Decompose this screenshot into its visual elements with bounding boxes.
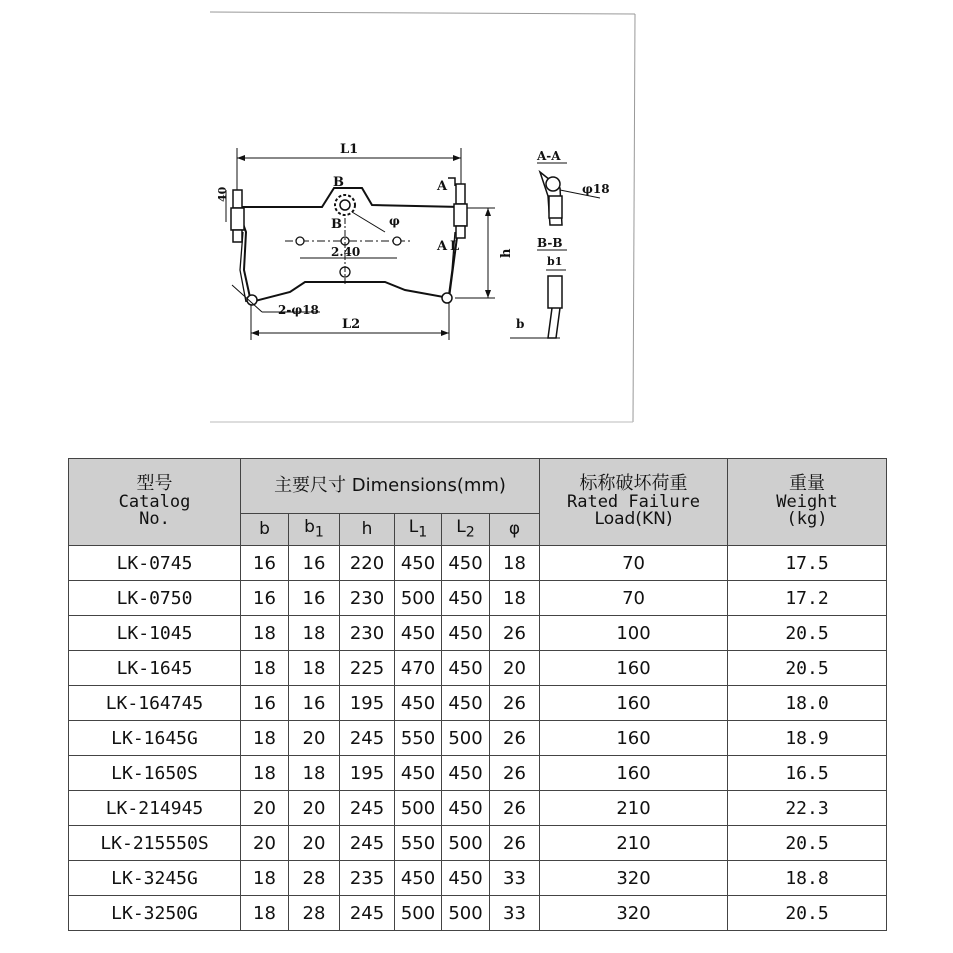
cell-h: 230 bbox=[340, 581, 395, 616]
section-bb-label: B-B bbox=[537, 236, 563, 250]
cell-phi: 20 bbox=[490, 651, 540, 686]
table-row bbox=[69, 651, 887, 686]
table-row bbox=[69, 581, 887, 616]
cell-b: 16 bbox=[241, 581, 289, 616]
cell-b1: 20 bbox=[289, 791, 340, 826]
cell-weight: 17.5 bbox=[728, 546, 887, 581]
load-header bbox=[540, 459, 728, 546]
cell-h: 230 bbox=[340, 616, 395, 651]
cell-weight: 20.5 bbox=[728, 651, 887, 686]
right-bolt-top bbox=[456, 184, 465, 204]
cell-catalog: LK-1045 bbox=[69, 616, 241, 651]
catalog-header-cn: 型号 bbox=[136, 472, 173, 494]
cell-l1: 470 bbox=[395, 651, 442, 686]
cell-weight: 20.5 bbox=[728, 896, 887, 931]
cell-l1: 550 bbox=[395, 826, 442, 861]
cell-phi: 26 bbox=[490, 616, 540, 651]
phi-leader bbox=[352, 212, 385, 232]
cell-b: 18 bbox=[241, 861, 289, 896]
catalog-header-en1: Catalog bbox=[118, 491, 191, 512]
cell-phi: 33 bbox=[490, 861, 540, 896]
left-bolt-top bbox=[233, 190, 242, 208]
cell-phi: 26 bbox=[490, 826, 540, 861]
frame-top-line bbox=[210, 12, 635, 14]
cell-l2: 500 bbox=[442, 721, 490, 756]
cell-b1: 28 bbox=[289, 896, 340, 931]
cell-l2: 450 bbox=[442, 861, 490, 896]
cell-l1: 500 bbox=[395, 896, 442, 931]
col-l2-base: L bbox=[456, 516, 466, 537]
cell-l1: 450 bbox=[395, 686, 442, 721]
l2-arrow-left bbox=[251, 330, 259, 336]
cell-b1: 28 bbox=[289, 861, 340, 896]
cell-h: 245 bbox=[340, 721, 395, 756]
cell-b: 18 bbox=[241, 896, 289, 931]
cell-l1: 450 bbox=[395, 616, 442, 651]
cell-b1: 18 bbox=[289, 651, 340, 686]
cell-b: 16 bbox=[241, 546, 289, 581]
h-arrow-bottom bbox=[485, 290, 491, 298]
a-top-label: A bbox=[437, 179, 448, 194]
cell-l2: 500 bbox=[442, 896, 490, 931]
col-b-header: b bbox=[241, 514, 289, 546]
cell-load: 160 bbox=[540, 756, 728, 791]
section-aa-hole bbox=[546, 177, 560, 191]
cell-l2: 450 bbox=[442, 546, 490, 581]
cell-phi: 26 bbox=[490, 756, 540, 791]
cell-l1: 450 bbox=[395, 756, 442, 791]
cell-phi: 33 bbox=[490, 896, 540, 931]
cell-l2: 450 bbox=[442, 616, 490, 651]
load-header-cn: 标称破坏荷重 bbox=[579, 472, 688, 494]
cell-load: 160 bbox=[540, 721, 728, 756]
col-l1-header bbox=[395, 514, 442, 546]
l2-label: L2 bbox=[342, 317, 361, 332]
h-arrow-top bbox=[485, 208, 491, 216]
l-label: L bbox=[450, 239, 460, 254]
weight-header-en2: (kg) bbox=[786, 509, 828, 530]
cell-catalog: LK-164745 bbox=[69, 686, 241, 721]
col-phi-header: φ bbox=[490, 514, 540, 546]
spec-table-body bbox=[69, 546, 887, 931]
load-header-en1: Rated Failure bbox=[566, 491, 701, 512]
cell-h: 195 bbox=[340, 686, 395, 721]
cell-h: 245 bbox=[340, 896, 395, 931]
cell-load: 210 bbox=[540, 826, 728, 861]
catalog-header-en2: No. bbox=[139, 509, 170, 530]
cell-catalog: LK-3245G bbox=[69, 861, 241, 896]
cell-b1: 20 bbox=[289, 826, 340, 861]
cell-l2: 500 bbox=[442, 826, 490, 861]
b1-label: b1 bbox=[547, 255, 563, 268]
dimensions-header-text: 主要尺寸 Dimensions(mm) bbox=[274, 474, 506, 496]
cell-l1: 500 bbox=[395, 581, 442, 616]
cell-weight: 17.2 bbox=[728, 581, 887, 616]
cell-phi: 18 bbox=[490, 581, 540, 616]
weight-header bbox=[728, 459, 887, 546]
drawing-svg bbox=[205, 8, 640, 428]
l1-arrow-right bbox=[453, 155, 461, 161]
cell-catalog: LK-0750 bbox=[69, 581, 241, 616]
cell-catalog: LK-1645 bbox=[69, 651, 241, 686]
table-row bbox=[69, 616, 887, 651]
cell-weight: 22.3 bbox=[728, 791, 887, 826]
spec-table bbox=[68, 458, 887, 931]
cell-weight: 18.9 bbox=[728, 721, 887, 756]
a-top-marker bbox=[448, 178, 455, 186]
col-l2-header bbox=[442, 514, 490, 546]
cell-catalog: LK-1645G bbox=[69, 721, 241, 756]
hole-left bbox=[296, 237, 304, 245]
technical-drawing bbox=[205, 8, 640, 428]
dimensions-header bbox=[241, 459, 540, 514]
corner-hole-right bbox=[442, 293, 452, 303]
cell-b1: 16 bbox=[289, 581, 340, 616]
cell-b1: 16 bbox=[289, 546, 340, 581]
l1-label: L1 bbox=[340, 142, 359, 157]
cell-l1: 450 bbox=[395, 861, 442, 896]
dim-40-label: 40 bbox=[216, 186, 229, 202]
phi18-label: φ18 bbox=[582, 182, 610, 196]
col-l1-sub: 1 bbox=[418, 524, 428, 541]
cell-b1: 18 bbox=[289, 616, 340, 651]
section-bb-body bbox=[548, 276, 562, 308]
table-row bbox=[69, 791, 887, 826]
cell-weight: 18.0 bbox=[728, 686, 887, 721]
right-bolt-nut bbox=[454, 204, 467, 226]
cell-h: 220 bbox=[340, 546, 395, 581]
l1-arrow-left bbox=[237, 155, 245, 161]
col-b1-base: b bbox=[304, 516, 315, 537]
cell-phi: 26 bbox=[490, 791, 540, 826]
col-b1-header bbox=[289, 514, 340, 546]
right-bolt-bottom bbox=[456, 226, 465, 238]
left-bolt-bottom bbox=[233, 230, 242, 242]
cell-catalog: LK-1650S bbox=[69, 756, 241, 791]
col-l1-base: L bbox=[408, 516, 419, 537]
a-bottom-label: A bbox=[437, 239, 448, 254]
cell-b: 18 bbox=[241, 721, 289, 756]
table-row bbox=[69, 686, 887, 721]
cell-b1: 16 bbox=[289, 686, 340, 721]
cell-load: 160 bbox=[540, 686, 728, 721]
cell-b: 18 bbox=[241, 651, 289, 686]
cell-l1: 500 bbox=[395, 791, 442, 826]
cell-b1: 20 bbox=[289, 721, 340, 756]
cell-weight: 18.8 bbox=[728, 861, 887, 896]
dim-2-40-label: 2.40 bbox=[331, 245, 361, 259]
cell-l2: 450 bbox=[442, 686, 490, 721]
weight-header-en1: Weight bbox=[776, 491, 838, 512]
cell-phi: 26 bbox=[490, 721, 540, 756]
cell-l1: 450 bbox=[395, 546, 442, 581]
cell-load: 160 bbox=[540, 651, 728, 686]
cell-catalog: LK-215550S bbox=[69, 826, 241, 861]
cell-b: 20 bbox=[241, 826, 289, 861]
catalog-header bbox=[69, 459, 241, 546]
col-b1-sub: 1 bbox=[314, 524, 324, 541]
table-row bbox=[69, 861, 887, 896]
l2-arrow-right bbox=[441, 330, 449, 336]
cell-weight: 20.5 bbox=[728, 826, 887, 861]
cell-catalog: LK-214945 bbox=[69, 791, 241, 826]
hole-right bbox=[393, 237, 401, 245]
frame-right-line bbox=[633, 14, 635, 422]
cell-load: 320 bbox=[540, 861, 728, 896]
cell-b1: 18 bbox=[289, 756, 340, 791]
table-row bbox=[69, 826, 887, 861]
cell-b: 20 bbox=[241, 791, 289, 826]
section-bb-tail bbox=[548, 308, 560, 338]
cell-l2: 450 bbox=[442, 791, 490, 826]
weight-header-cn: 重量 bbox=[789, 472, 826, 494]
phi-label: φ bbox=[389, 214, 400, 228]
cell-h: 195 bbox=[340, 756, 395, 791]
col-l2-sub: 2 bbox=[465, 524, 475, 541]
table-row bbox=[69, 756, 887, 791]
section-aa-label: A-A bbox=[537, 149, 561, 163]
cell-load: 70 bbox=[540, 546, 728, 581]
cell-load: 70 bbox=[540, 581, 728, 616]
cell-b: 18 bbox=[241, 756, 289, 791]
cell-phi: 26 bbox=[490, 686, 540, 721]
cell-h: 225 bbox=[340, 651, 395, 686]
cell-h: 245 bbox=[340, 791, 395, 826]
cell-catalog: LK-0745 bbox=[69, 546, 241, 581]
cell-l2: 450 bbox=[442, 651, 490, 686]
cell-phi: 18 bbox=[490, 546, 540, 581]
table-row bbox=[69, 721, 887, 756]
cell-b: 18 bbox=[241, 616, 289, 651]
cell-weight: 20.5 bbox=[728, 616, 887, 651]
table-row bbox=[69, 896, 887, 931]
h-label: h bbox=[499, 248, 514, 258]
center-gear-hub bbox=[340, 200, 350, 210]
cell-b: 16 bbox=[241, 686, 289, 721]
cell-h: 235 bbox=[340, 861, 395, 896]
b-bottom-label: B bbox=[331, 217, 342, 232]
cell-load: 100 bbox=[540, 616, 728, 651]
cell-h: 245 bbox=[340, 826, 395, 861]
holes-label: 2-φ18 bbox=[278, 303, 319, 317]
cell-load: 320 bbox=[540, 896, 728, 931]
b-top-label: B bbox=[333, 175, 344, 190]
cell-l2: 450 bbox=[442, 756, 490, 791]
section-aa-nut bbox=[549, 196, 562, 218]
load-header-en2: Load(KN) bbox=[594, 509, 673, 530]
col-h-header: h bbox=[340, 514, 395, 546]
cell-load: 210 bbox=[540, 791, 728, 826]
cell-l2: 450 bbox=[442, 581, 490, 616]
cell-l1: 550 bbox=[395, 721, 442, 756]
table-row bbox=[69, 546, 887, 581]
left-bolt-nut bbox=[231, 208, 244, 230]
cell-catalog: LK-3250G bbox=[69, 896, 241, 931]
b-label: b bbox=[516, 317, 525, 331]
cell-weight: 16.5 bbox=[728, 756, 887, 791]
